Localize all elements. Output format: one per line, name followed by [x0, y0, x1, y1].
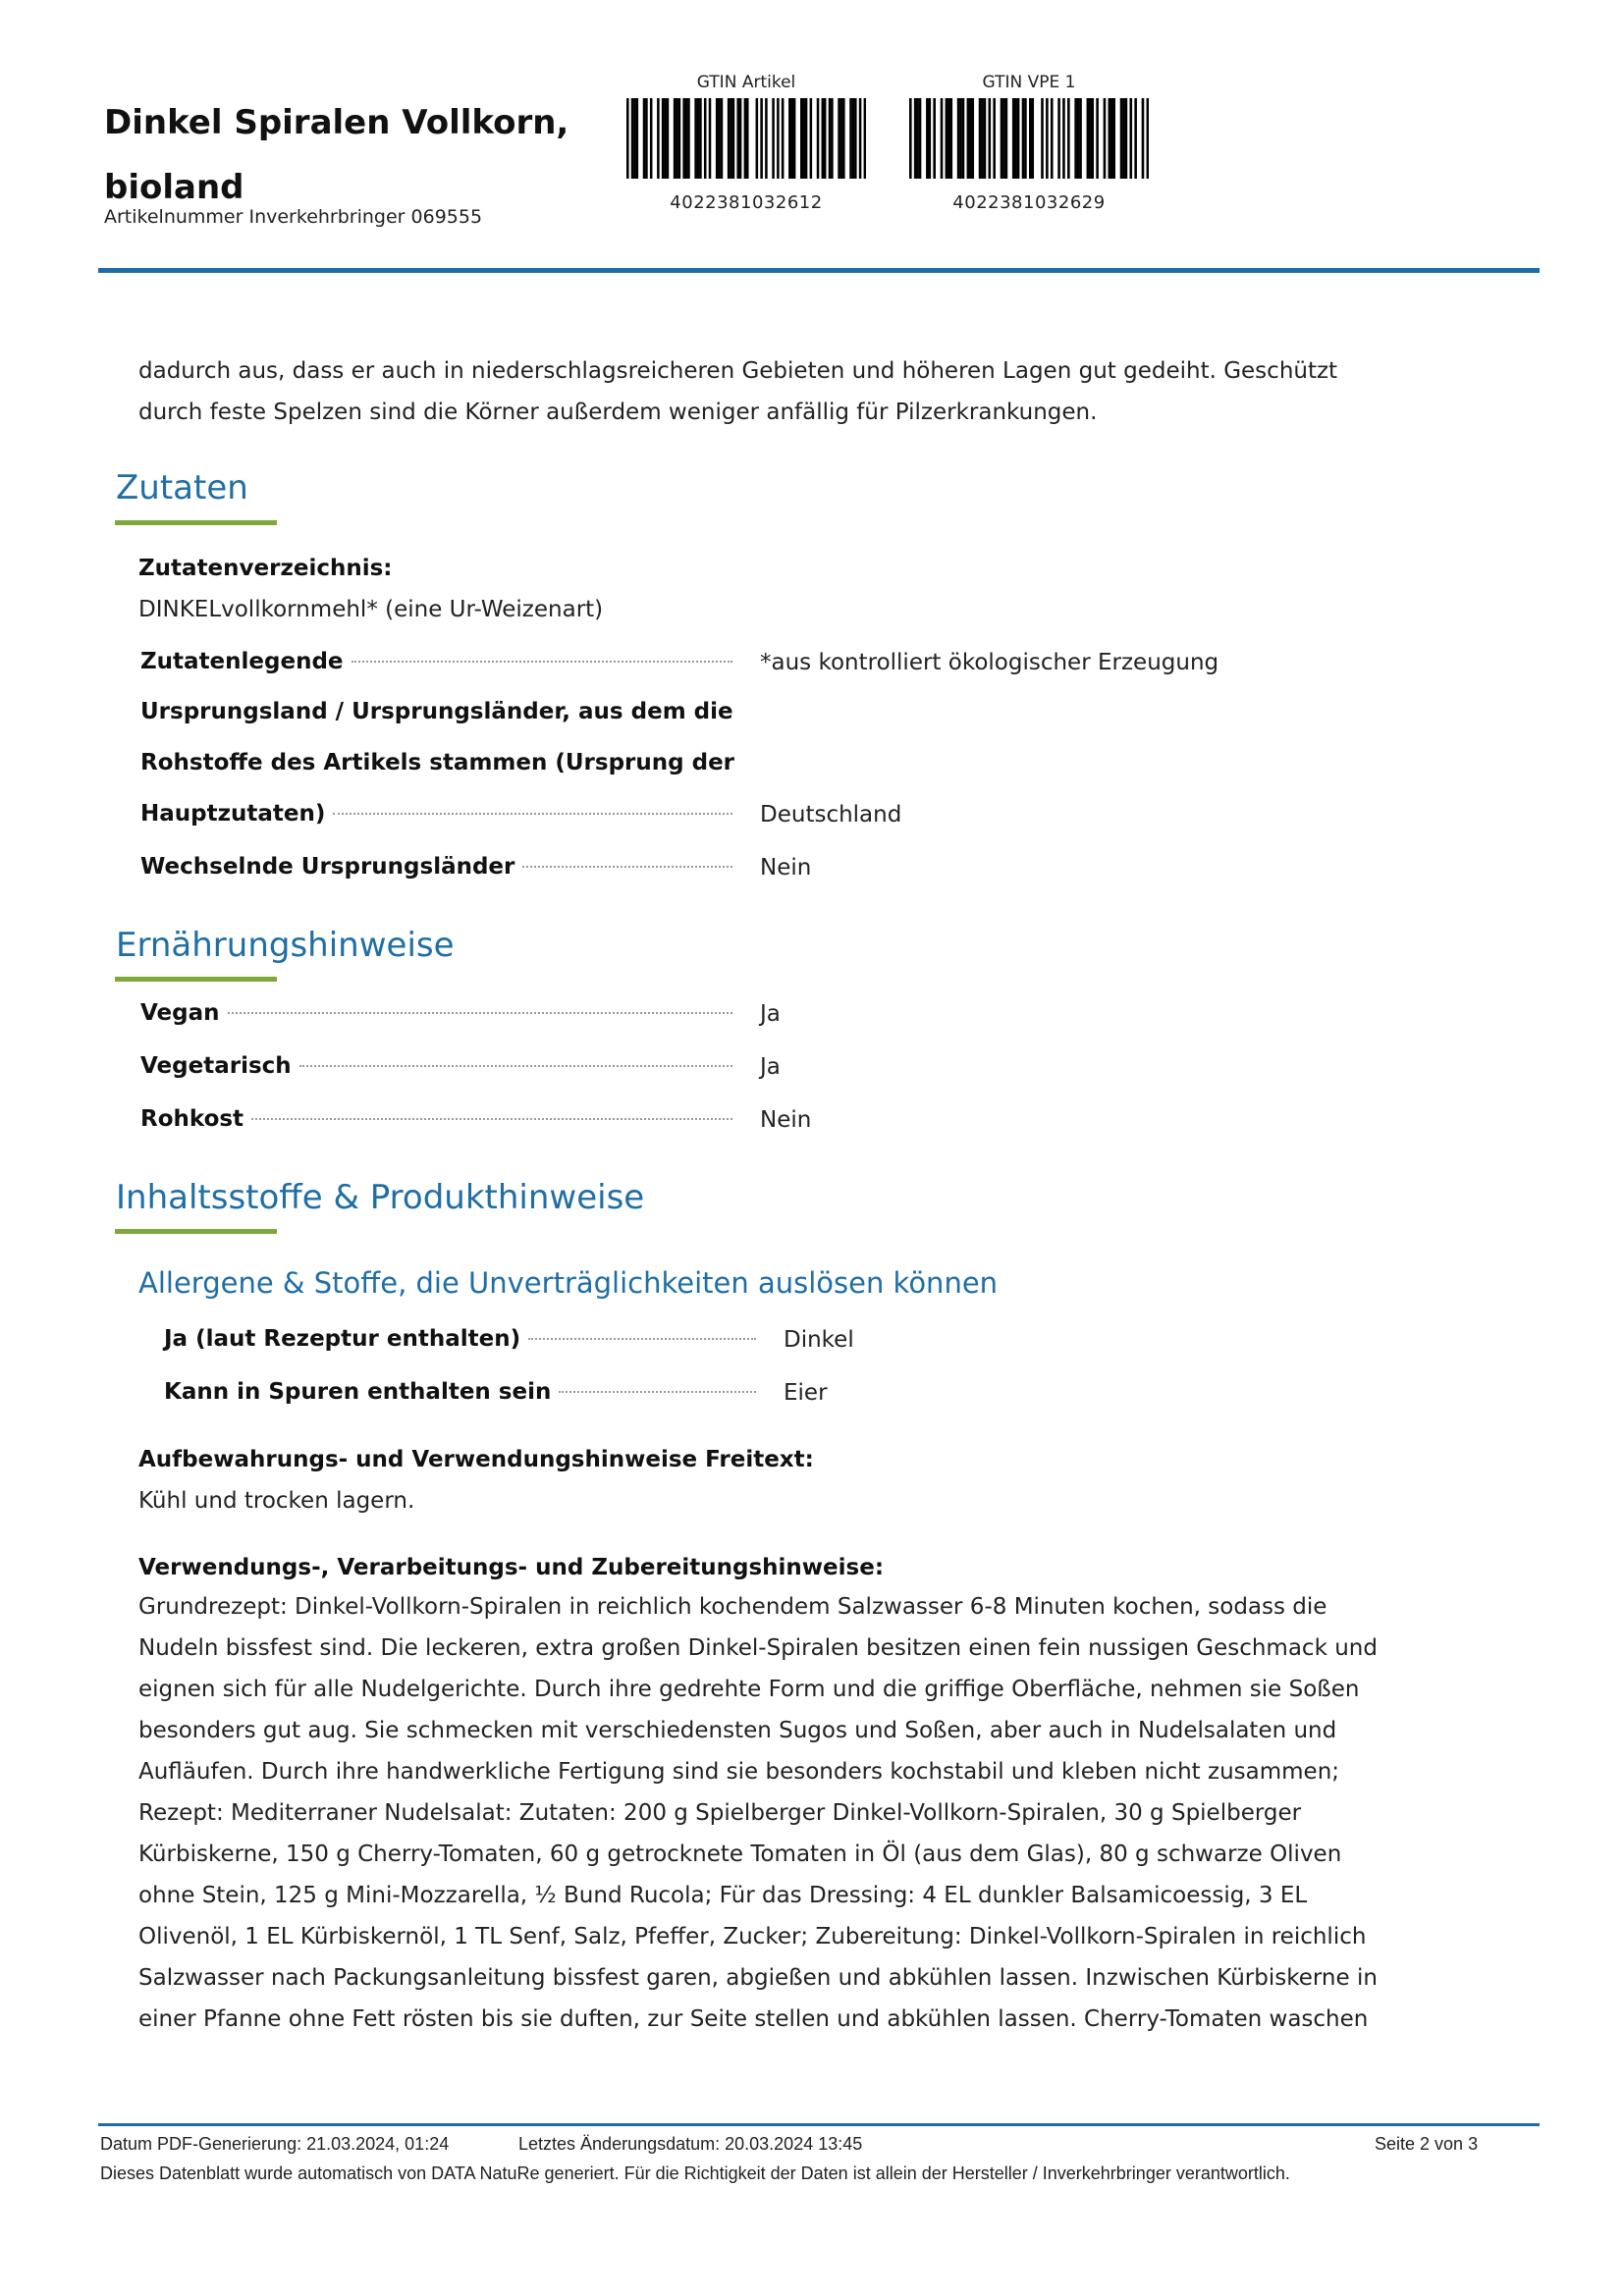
- row-value: Nein: [760, 855, 812, 881]
- barcode-bar: [739, 98, 742, 179]
- usage-line: Olivenöl, 1 EL Kürbiskernöl, 1 TL Senf, Salz, Pfeffer, Zucker; Zubereitung: Dinkel-Vollkorn-Spiralen in reichlich: [138, 1924, 1367, 1949]
- row-allergen-enthalten: [164, 1313, 758, 1364]
- barcode-bar: [1147, 98, 1149, 179]
- barcode-bar: [933, 98, 936, 179]
- gtin-article-number: 4022381032612: [670, 192, 823, 213]
- dot-leader: [559, 1391, 756, 1393]
- barcode-bar: [1091, 98, 1094, 179]
- section-underline: [115, 520, 277, 525]
- barcode-bar: [1002, 98, 1005, 179]
- barcode-bar: [1109, 98, 1111, 179]
- storage-label: Aufbewahrungs- und Verwendungshinweise Freitext:: [138, 1447, 814, 1472]
- row-label: Zutatenlegende: [140, 649, 344, 674]
- barcode-bar: [699, 98, 702, 179]
- barcode-bar: [728, 98, 731, 179]
- row-label: Kann in Spuren enthalten sein: [164, 1379, 552, 1405]
- row-label: Vegetarisch: [140, 1053, 292, 1079]
- barcode-bar: [716, 98, 719, 179]
- usage-text: [138, 1586, 1513, 2040]
- barcode-bar: [989, 98, 992, 179]
- dot-leader: [522, 866, 732, 868]
- ingredient-list-value: DINKELvollkornmehl* (eine Ur-Weizenart): [138, 597, 604, 622]
- barcode-bar: [657, 98, 660, 179]
- barcode-bar: [662, 98, 665, 179]
- gtin-article-barcode: [626, 98, 866, 179]
- barcode-bar: [1087, 98, 1090, 179]
- barcode-bar: [1096, 98, 1099, 179]
- barcode-bar: [929, 98, 932, 179]
- barcode-bar: [790, 98, 793, 179]
- barcode-bar: [718, 98, 721, 179]
- barcode-bar: [1046, 98, 1049, 179]
- usage-line: eignen sich für alle Nudelgerichte. Durch ihre gedrehte Form und die griffige Oberfläche, nehmen sie Soßen: [138, 1677, 1360, 1702]
- usage-line: Rezept: Mediterraner Nudelsalat: Zutaten: 200 g Spielberger Dinkel-Vollkorn-Spiralen, 30 g Spielberger: [138, 1800, 1302, 1826]
- barcode-bar: [782, 98, 785, 179]
- gtin-article-block: [619, 73, 874, 213]
- row-value: Eier: [784, 1380, 828, 1406]
- barcode-bar: [1142, 98, 1145, 179]
- barcode-bar: [947, 98, 950, 179]
- barcode-bar: [631, 98, 634, 179]
- barcode-bar: [777, 98, 780, 179]
- barcode-bar: [1024, 98, 1027, 179]
- barcode-bar: [919, 98, 922, 179]
- barcode-bar: [756, 98, 759, 179]
- barcode-bar: [793, 98, 796, 179]
- section-underline: [115, 977, 277, 982]
- barcode-bar: [959, 98, 962, 179]
- barcode-bar: [626, 98, 629, 179]
- row-allergen-spuren: [164, 1366, 758, 1417]
- dot-leader: [528, 1338, 756, 1340]
- footer-page-number: Seite 2 von 3: [1375, 2134, 1479, 2154]
- barcode-bar: [1005, 98, 1008, 179]
- barcode-bar: [685, 98, 688, 179]
- usage-line: Aufläufen. Durch ihre handwerkliche Fertigung sind sie besonders kochstabil und kleben nicht zusammen;: [138, 1759, 1340, 1785]
- barcode-bar: [831, 98, 834, 179]
- dot-leader: [352, 661, 732, 663]
- barcode-bar: [864, 98, 866, 179]
- barcode-bar: [971, 98, 974, 179]
- section-heading-zutaten: Zutaten: [116, 468, 248, 507]
- barcode-bar: [802, 98, 805, 179]
- row-label: Rohstoffe des Artikels stammen (Ursprung der: [140, 750, 735, 775]
- barcode-bar: [746, 98, 749, 179]
- barcode-bar: [838, 98, 840, 179]
- barcode-bar: [949, 98, 952, 179]
- barcode-bar: [664, 98, 667, 179]
- barcode-bar: [667, 98, 670, 179]
- barcode-bar: [687, 98, 690, 179]
- barcode-bar: [854, 98, 857, 179]
- barcode-bar: [1029, 98, 1032, 179]
- barcode-bar: [967, 98, 970, 179]
- usage-line: einer Pfanne ohne Fett rösten bis sie duften, zur Seite stellen und abkühlen lassen. Cherry-Tomaten waschen: [138, 2006, 1369, 2032]
- row-label: Wechselnde Ursprungsländer: [140, 854, 515, 880]
- barcode-bar: [1074, 98, 1077, 179]
- usage-line: besonders gut aug. Sie schmecken mit verschiedensten Sugos und Soßen, aber auch in Nudelsalaten und: [138, 1718, 1337, 1743]
- product-title: Dinkel Spiralen Vollkorn, bioland: [104, 103, 569, 207]
- barcode-bar: [633, 98, 636, 179]
- usage-line: Nudeln bissfest sind. Die leckeren, extra großen Dinkel-Spiralen besitzen einen fein nussigen Geschmack und: [138, 1635, 1378, 1661]
- barcode-bar: [817, 98, 820, 179]
- barcode-bar: [914, 98, 917, 179]
- section-underline: [115, 1229, 277, 1234]
- barcode-bar: [993, 98, 996, 179]
- barcode-bar: [1022, 98, 1025, 179]
- barcode-bar: [849, 98, 852, 179]
- barcode-bar: [1134, 98, 1137, 179]
- barcode-bar: [916, 98, 919, 179]
- barcode-bar: [1067, 98, 1070, 179]
- barcode-bar: [946, 98, 948, 179]
- row-label: Ursprungsland / Ursprungsländer, aus dem die: [140, 699, 733, 724]
- barcode-bar: [824, 98, 827, 179]
- row-value: Deutschland: [760, 802, 902, 828]
- barcode-bar: [941, 98, 944, 179]
- row-value: Ja: [760, 1054, 781, 1080]
- barcode-bar: [1122, 98, 1125, 179]
- storage-value: Kühl und trocken lagern.: [138, 1488, 415, 1514]
- barcode-bar: [788, 98, 791, 179]
- barcode-bar: [984, 98, 987, 179]
- row-rohkost: [140, 1094, 734, 1145]
- barcode-bar: [962, 98, 965, 179]
- row-wechselnde-ursprungslaender: [140, 841, 734, 892]
- row-ursprungsland: [140, 788, 734, 839]
- usage-line: Salzwasser nach Packungsanleitung bissfest garen, abgießen und abkühlen lassen. Inzwischen Kürbiskerne in: [138, 1965, 1378, 1991]
- barcode-bar: [842, 98, 845, 179]
- barcode-bar: [730, 98, 732, 179]
- usage-label: Verwendungs-, Verarbeitungs- und Zubereitungshinweise:: [138, 1555, 885, 1580]
- footer-generated-date: Datum PDF-Generierung: 21.03.2024, 01:24: [100, 2134, 450, 2154]
- dot-leader: [299, 1065, 732, 1067]
- row-label: Rohkost: [140, 1106, 244, 1132]
- barcode-bar: [1012, 98, 1015, 179]
- row-vegan: [140, 988, 734, 1039]
- barcode-bar: [636, 98, 639, 179]
- footer-modified-date: Letztes Änderungsdatum: 20.03.2024 13:45: [518, 2134, 863, 2154]
- barcode-bar: [744, 98, 747, 179]
- barcode-bar: [859, 98, 862, 179]
- barcode-bar: [1110, 98, 1113, 179]
- barcode-bar: [645, 98, 648, 179]
- barcode-bar: [1104, 98, 1107, 179]
- barcode-bar: [765, 98, 768, 179]
- gtin-vpe-label: GTIN VPE 1: [982, 73, 1076, 92]
- barcode-bar: [650, 98, 653, 179]
- gtin-vpe-number: 4022381032629: [952, 192, 1106, 213]
- gtin-article-label: GTIN Artikel: [696, 73, 796, 92]
- barcode-bar: [1057, 98, 1060, 179]
- row-label: Vegan: [140, 1000, 220, 1026]
- barcode-bar: [1001, 98, 1003, 179]
- barcode-bar: [979, 98, 982, 179]
- row-value: *aus kontrolliert ökologischer Erzeugung: [760, 650, 1219, 675]
- header-divider: [98, 268, 1540, 273]
- dot-leader: [333, 813, 732, 815]
- barcode-bar: [1062, 98, 1065, 179]
- barcode-bar: [805, 98, 808, 179]
- barcode-bar: [800, 98, 803, 179]
- barcode-bar: [1079, 98, 1082, 179]
- row-label: Hauptzutaten): [140, 801, 326, 827]
- row-zutatenlegende: [140, 636, 734, 687]
- barcode-bar: [760, 98, 763, 179]
- article-number: Artikelnummer Inverkehrbringer 069555: [104, 206, 483, 228]
- barcode-bar: [732, 98, 735, 179]
- section-heading-ernaehrung: Ernährungshinweise: [116, 926, 455, 965]
- barcode-bar: [1129, 98, 1132, 179]
- barcode-bar: [772, 98, 775, 179]
- barcode-bar: [694, 98, 697, 179]
- barcode-bar: [810, 98, 813, 179]
- row-vegetarisch: [140, 1041, 734, 1092]
- barcode-bar: [697, 98, 700, 179]
- dot-leader: [251, 1118, 732, 1120]
- barcode-bar: [1041, 98, 1044, 179]
- barcode-bar: [1089, 98, 1092, 179]
- row-value: Ja: [760, 1001, 781, 1027]
- barcode-bar: [676, 98, 678, 179]
- usage-line: Grundrezept: Dinkel-Vollkorn-Spiralen in reichlich kochendem Salzwasser 6-8 Minuten kochen, sodass die: [138, 1594, 1327, 1620]
- barcode-bar: [1051, 98, 1054, 179]
- dot-leader: [228, 1012, 733, 1014]
- barcode-bar: [1077, 98, 1080, 179]
- barcode-bar: [926, 98, 929, 179]
- barcode-bar: [840, 98, 843, 179]
- footer-divider: [98, 2123, 1540, 2126]
- barcode-bar: [674, 98, 677, 179]
- barcode-bar: [1031, 98, 1034, 179]
- gtin-vpe-block: [901, 73, 1157, 213]
- barcode-bar: [1017, 98, 1020, 179]
- barcode-bar: [1125, 98, 1128, 179]
- barcode-bar: [957, 98, 960, 179]
- barcode-bar: [721, 98, 724, 179]
- intro-line-2: durch feste Spelzen sind die Körner außerdem weniger anfällig für Pilzerkrankungen.: [138, 400, 1098, 425]
- barcode-bar: [981, 98, 984, 179]
- row-value: Dinkel: [784, 1327, 854, 1353]
- barcode-bar: [969, 98, 972, 179]
- barcode-bar: [829, 98, 832, 179]
- barcode-bar: [909, 98, 912, 179]
- section-heading-inhaltsstoffe: Inhaltsstoffe & Produkthinweise: [116, 1178, 645, 1217]
- barcode-bar: [1014, 98, 1017, 179]
- ingredient-list-label: Zutatenverzeichnis:: [138, 556, 393, 581]
- barcode-bar: [1112, 98, 1115, 179]
- barcode-bar: [852, 98, 855, 179]
- allergen-heading: Allergene & Stoffe, die Unverträglichkeiten auslösen können: [138, 1266, 999, 1300]
- intro-line-1: dadurch aus, dass er auch in niederschlagsreicheren Gebieten und höheren Lagen gut gedeiht. Geschützt: [138, 358, 1338, 384]
- barcode-bar: [736, 98, 739, 179]
- barcode-bar: [1120, 98, 1123, 179]
- row-value: Nein: [760, 1107, 812, 1133]
- row-label: Ja (laut Rezeptur enthalten): [164, 1326, 521, 1352]
- barcode-bar: [682, 98, 685, 179]
- usage-line: Kürbiskerne, 150 g Cherry-Tomaten, 60 g getrocknete Tomaten in Öl (aus dem Glas), 80 g schwarze Oliven: [138, 1842, 1342, 1867]
- barcode-bar: [709, 98, 712, 179]
- barcode-bar: [704, 98, 707, 179]
- barcode-bar: [678, 98, 681, 179]
- usage-line: ohne Stein, 125 g Mini-Mozzarella, ½ Bund Rucola; Für das Dressing: 4 EL dunkler Balsamicoessig, 3 EL: [138, 1883, 1308, 1908]
- gtin-vpe-barcode: [909, 98, 1149, 179]
- barcode-bar: [643, 98, 646, 179]
- barcode-bar: [822, 98, 825, 179]
- footer-disclaimer: Dieses Datenblatt wurde automatisch von DATA NatuRe generiert. Für die Richtigkeit der Daten ist allein der Hersteller / Inverkehrbringer verantwortlich.: [100, 2163, 1290, 2183]
